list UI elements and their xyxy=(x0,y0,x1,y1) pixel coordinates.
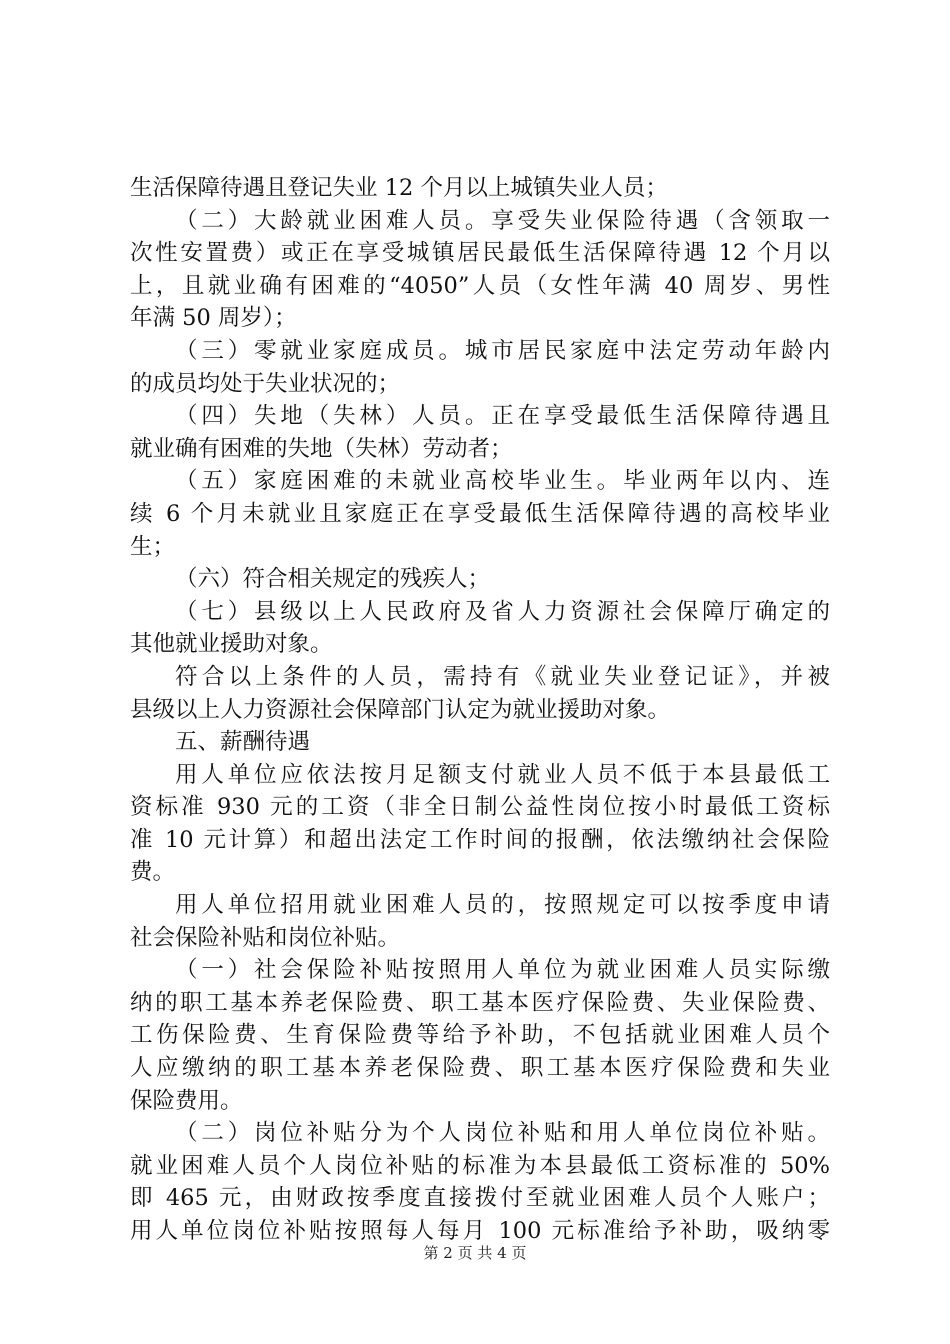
text-line: （四）失地（失林）人员。正在享受最低生活保障待遇且 xyxy=(175,403,830,430)
text-line: 保险费用。 xyxy=(130,1087,243,1114)
text-line: 用人单位应依法按月足额支付就业人员不低于本县最低工 xyxy=(175,761,830,788)
text-line: 续 6 个月未就业且家庭正在享受最低生活保障待遇的高校毕业 xyxy=(130,500,830,527)
text-line: （六）符合相关规定的残疾人； xyxy=(175,566,491,593)
text-line: （二）大龄就业困难人员。享受失业保险待遇（含领取一 xyxy=(175,207,830,234)
text-line: 五、薪酬待遇 xyxy=(175,729,311,756)
text-line: （二）岗位补贴分为个人岗位补贴和用人单位岗位补贴。 xyxy=(175,1120,830,1147)
text-line: 用人单位岗位补贴按照每人每月 100 元标准给予补助，吸纳零 xyxy=(130,1218,830,1244)
text-line: 生； xyxy=(130,533,176,560)
text-line: 纳的职工基本养老保险费、职工基本医疗保险费、失业保险费、 xyxy=(130,989,830,1016)
page-footer: 第 2 页 共 4 页 xyxy=(423,1244,527,1262)
text-line: 年满 50 周岁）； xyxy=(130,305,297,332)
text-line: 就业困难人员个人岗位补贴的标准为本县最低工资标准的 50% xyxy=(130,1152,830,1179)
text-line: （七）县级以上人民政府及省人力资源社会保障厅确定的 xyxy=(175,598,830,625)
text-line: 的成员均处于失业状况的； xyxy=(130,370,401,397)
text-line: 上，且就业确有困难的“4050”人员（女性年满 40 周岁、男性 xyxy=(130,272,830,299)
text-line: 县级以上人力资源社会保障部门认定为就业援助对象。 xyxy=(130,696,671,723)
text-line: 费。 xyxy=(130,859,176,886)
text-line: 就业确有困难的失地（失林）劳动者； xyxy=(130,435,513,462)
text-line: （一）社会保险补贴按照用人单位为就业困难人员实际缴 xyxy=(175,957,830,984)
text-line: （五）家庭困难的未就业高校毕业生。毕业两年以内、连 xyxy=(175,468,830,495)
text-line: 次性安置费）或正在享受城镇居民最低生活保障待遇 12 个月以 xyxy=(130,240,830,267)
text-line: 人应缴纳的职工基本养老保险费、职工基本医疗保险费和失业 xyxy=(130,1055,830,1082)
text-line: 工伤保险费、生育保险费等给予补助，不包括就业困难人员个 xyxy=(130,1022,830,1049)
text-line: 即 465 元，由财政按季度直接拨付至就业困难人员个人账户； xyxy=(130,1185,830,1212)
text-line: 符合以上条件的人员，需持有《就业失业登记证》，并被 xyxy=(175,663,830,690)
text-line: 用人单位招用就业困难人员的，按照规定可以按季度申请 xyxy=(175,892,830,919)
text-line: 生活保障待遇且登记失业 12 个月以上城镇失业人员； xyxy=(130,175,668,201)
text-line: 准 10 元计算）和超出法定工作时间的报酬，依法缴纳社会保险 xyxy=(130,826,830,853)
text-line: （三）零就业家庭成员。城市居民家庭中法定劳动年龄内 xyxy=(175,337,830,364)
text-line: 社会保险补贴和岗位补贴。 xyxy=(130,924,401,951)
text-line: 其他就业援助对象。 xyxy=(130,631,333,658)
document-body xyxy=(130,172,830,1248)
text-line: 资标准 930 元的工资（非全日制公益性岗位按小时最低工资标 xyxy=(130,794,830,821)
